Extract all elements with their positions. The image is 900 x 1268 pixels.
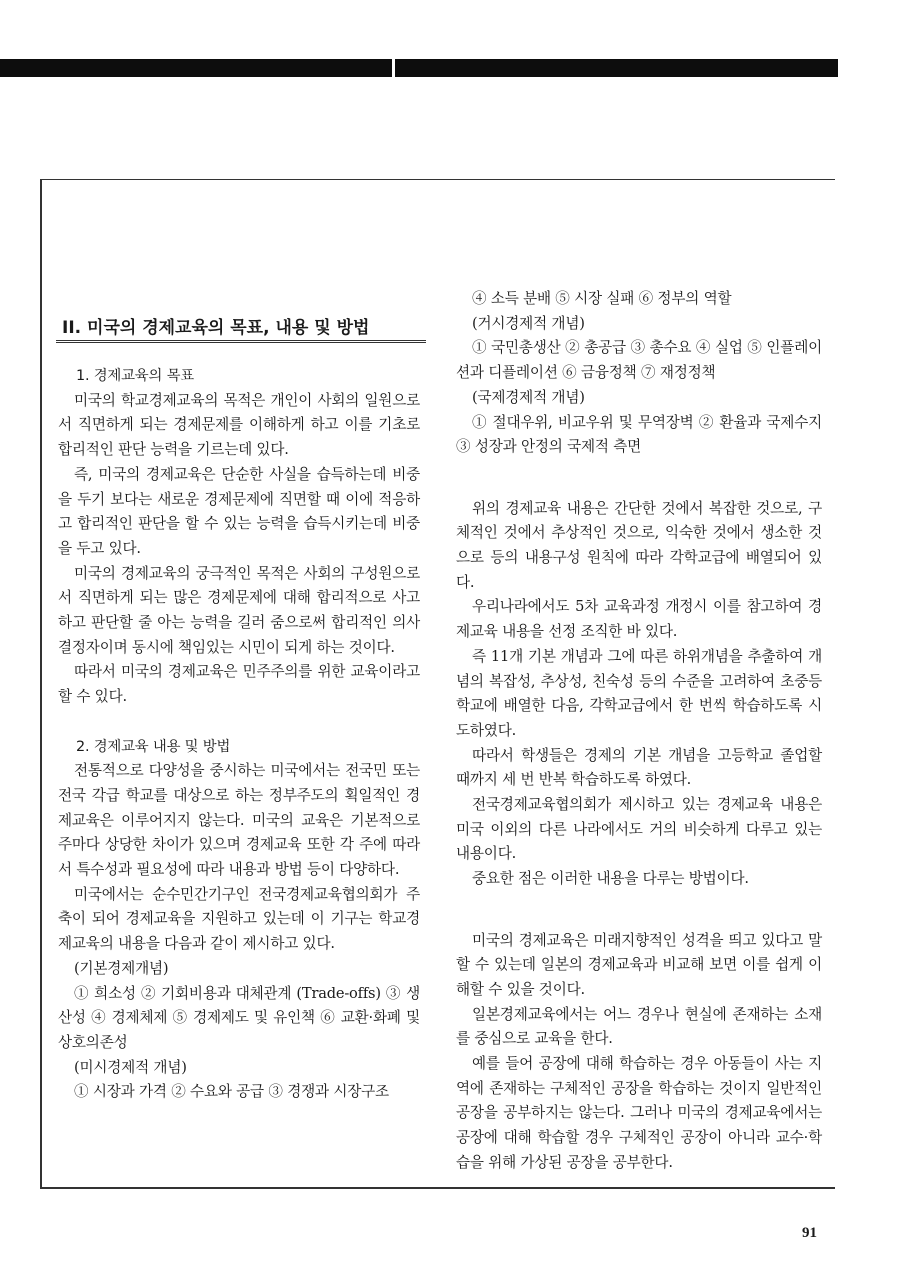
paragraph: 따라서 학생들은 경제의 기본 개념을 고등학교 졸업할 때까지 세 번 반복 학습하도록 하였다. bbox=[456, 746, 822, 789]
concept-list: ① 국민총생산 ② 총공급 ③ 총수요 ④ 실업 ⑤ 인플레이션과 디플레이션 ⑥ 금융정책 ⑦ 재정정책 bbox=[456, 339, 822, 382]
paragraph: 미국의 경제교육은 미래지향적인 성격을 띄고 있다고 말할 수 있는데 일본의 경제교육과 비교해 보면 이를 쉽게 이해할 수 있을 것이다. bbox=[456, 931, 822, 998]
section-title: II. 미국의 경제교육의 목표, 내용 및 방법 bbox=[62, 318, 370, 338]
left-column bbox=[58, 364, 420, 1105]
concept-label: (거시경제적 개념) bbox=[472, 314, 585, 332]
paragraph: 전통적으로 다양성을 중시하는 미국에서는 전국민 또는 전국 각급 학교를 대상으로 하는 정부주도의 획일적인 경제교육은 이루어지지 않는다. 미국의 교육은 기본적으로 주마다 상당한 차이가 있으며 경제교육 또한 각 주에 따라서 특수성과 필요성에 따라 내용과 방법 등이 다양하다. bbox=[58, 762, 420, 879]
paragraph: 일본경제교육에서는 어느 경우나 현실에 존재하는 소재를 중심으로 교육을 한다. bbox=[456, 1005, 822, 1048]
paragraph: 위의 경제교육 내용은 간단한 것에서 복잡한 것으로, 구체적인 것에서 추상적인 것으로, 익숙한 것에서 생소한 것으로 등의 내용구성 원칙에 따라 각학교급에 배열되어 있다. bbox=[456, 499, 822, 591]
header-bar-gap bbox=[392, 59, 395, 77]
title-rule-double bbox=[56, 342, 426, 343]
paragraph: 따라서 미국의 경제교육은 민주주의를 위한 교육이라고 할 수 있다. bbox=[58, 663, 420, 706]
paragraph: 중요한 점은 이러한 내용을 다루는 방법이다. bbox=[472, 870, 749, 888]
heading-goals: 1. 경제교육의 목표 bbox=[76, 368, 194, 384]
paragraph: 미국에서는 순수민간기구인 전국경제교육협의회가 주축이 되어 경제교육을 지원하고 있는데 이 기구는 학교경제교육의 내용을 다음과 같이 제시하고 있다. bbox=[58, 885, 420, 953]
concept-label: (기본경제개념) bbox=[74, 959, 169, 977]
paragraph: 예를 들어 공장에 대해 학습하는 경우 아동들이 사는 지역에 존재하는 구체적인 공장을 학습하는 것이지 일반적인 공장을 공부하지는 않는다. 그러나 미국의 경제교육에서는 공장에 대해 학습할 경우 구체적인 공장이 아니라 교수·학습을 위해 가상된 공장을 공부한다. bbox=[456, 1055, 822, 1171]
header-bar bbox=[0, 59, 838, 77]
spacer bbox=[58, 710, 420, 735]
right-column bbox=[456, 287, 822, 1176]
spacer bbox=[456, 460, 822, 485]
concept-label: (국제경제적 개념) bbox=[472, 388, 585, 406]
heading-content-methods: 2. 경제교육 내용 및 방법 bbox=[76, 738, 231, 755]
paragraph: 전국경제교육협의회가 제시하고 있는 경제교육 내용은 미국 이외의 다른 나라에서도 거의 비슷하게 다루고 있는 내용이다. bbox=[456, 796, 822, 863]
paragraph: 즉, 미국의 경제교육은 단순한 사실을 습득하는데 비중을 두기 보다는 새로운 경제문제에 직면할 때 이에 적응하고 합리적인 판단을 할 수 있는 능력을 습득시키는데 비중을 두고 있다. bbox=[58, 465, 420, 557]
paragraph: 우리나라에서도 5차 교육과정 개정시 이를 참고하여 경제교육 내용을 선정 조직한 바 있다. bbox=[456, 598, 822, 641]
concept-list: ① 희소성 ② 기회비용과 대체관계 (Trade-offs) ③ 생산성 ④ 경제체제 ⑤ 경제제도 및 유인책 ⑥ 교환·화폐 및 상호의존성 bbox=[58, 984, 420, 1051]
concept-list: ④ 소득 분배 ⑤ 시장 실패 ⑥ 정부의 역할 bbox=[472, 290, 732, 307]
paragraph: 미국의 경제교육의 궁극적인 목적은 사회의 구성원으로서 직면하게 되는 많은 경제문제에 대해 합리적으로 사고하고 판단할 줄 아는 능력을 길러 줌으로써 합리적인 의사 결정자이며 동시에 책임있는 시민이 되게 하는 것이다. bbox=[58, 564, 420, 656]
spacer bbox=[456, 485, 822, 497]
concept-label: (미시경제적 개념) bbox=[74, 1058, 187, 1076]
spacer bbox=[456, 892, 822, 917]
concept-list: ① 절대우위, 비교우위 및 무역장벽 ② 환율과 국제수지 ③ 성장과 안정의 국제적 측면 bbox=[456, 413, 822, 456]
paragraph: 미국의 학교경제교육의 목적은 개인이 사회의 일원으로서 직면하게 되는 경제문제를 이해하게 하고 이를 기초로 합리적인 판단 능력을 기르는데 있다. bbox=[58, 391, 420, 459]
page-number: 91 bbox=[802, 1225, 817, 1241]
paragraph: 즉 11개 기본 개념과 그에 따른 하위개념을 추출하여 개념의 복잡성, 추상성, 친숙성 등의 수준을 고려하여 초중등학교에 배열한 다음, 각학교급에서 한 번씩 학습하도록 시도하였다. bbox=[456, 647, 822, 739]
concept-list: ① 시장과 가격 ② 수요와 공급 ③ 경쟁과 시장구조 bbox=[74, 1083, 389, 1101]
spacer bbox=[456, 917, 822, 929]
title-rule bbox=[56, 340, 426, 341]
